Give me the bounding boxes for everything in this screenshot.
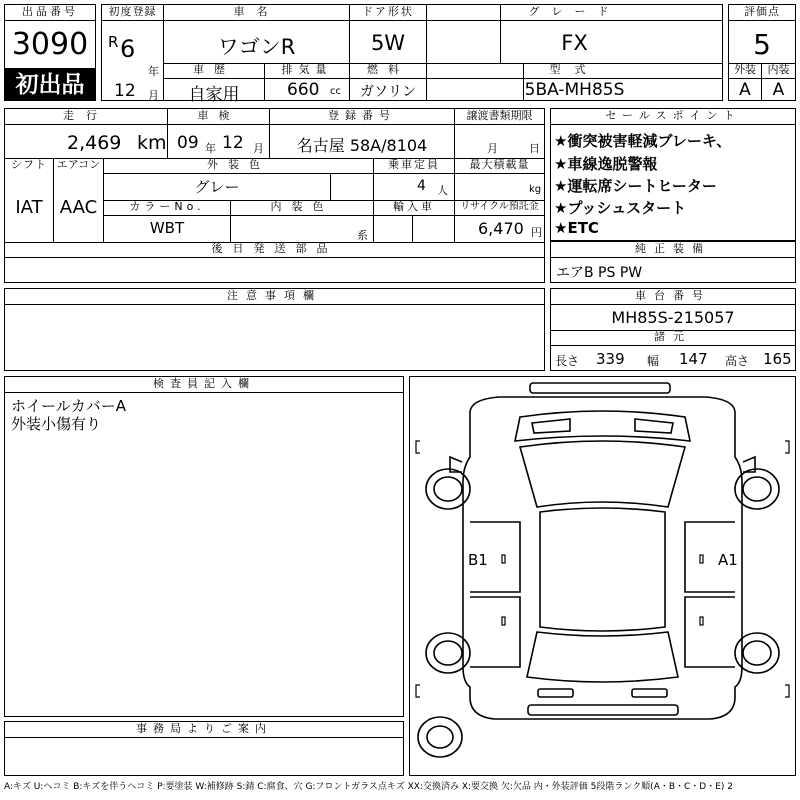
inspector-box (4, 376, 404, 717)
displacement-label: 排気量 (281, 63, 333, 76)
width-value: 147 (679, 350, 708, 368)
sales-point-item: ★衝突被害軽減ブレーキ、 (554, 132, 732, 150)
door-label: ドア形状 (362, 5, 414, 18)
first-listing-badge: 初出品 (5, 69, 95, 101)
grade-label: グレード (528, 5, 621, 18)
height-label: 高さ (725, 354, 750, 368)
score: 5 (753, 28, 771, 61)
int-grade: A (772, 80, 785, 100)
inspection-month: 12 (222, 133, 244, 153)
capacity-unit: 人 (437, 184, 448, 197)
mileage: 2,469 (67, 132, 122, 154)
sales-point-item: ★ETC (554, 219, 599, 237)
sales-points-box (550, 108, 796, 241)
ext-label: 外装 (734, 63, 756, 76)
equipment-label: 純正装備 (635, 242, 711, 255)
ext-grade: A (739, 80, 751, 100)
car-name: ワゴンR (217, 35, 296, 59)
history-label: 車歴 (193, 63, 235, 76)
era: R (108, 33, 119, 51)
exterior-color: グレー (194, 178, 240, 196)
shift: IAT (15, 197, 43, 218)
capacity-label: 乗車定員 (388, 158, 440, 171)
length-label: 長さ (555, 354, 580, 368)
fuel: ガソリン (360, 84, 416, 100)
sales-points-label: セールスポイント (605, 109, 741, 122)
lot-box (4, 4, 96, 101)
damage-mark: B1 (468, 551, 488, 569)
car-diagram (410, 377, 795, 775)
inspector-line: ホイールカバーA (11, 397, 126, 415)
import-label: 輸入車 (393, 200, 435, 213)
chassis-box (550, 288, 796, 371)
equipment-box (550, 241, 796, 283)
reg-year-unit: 年 (148, 65, 159, 78)
transfer-month-unit: 月 (487, 142, 498, 155)
score-label: 評価点 (744, 5, 780, 18)
inspection-label: 車検 (197, 109, 240, 122)
shift-label: シフト (11, 158, 47, 171)
reg-no-label: 登録番号 (328, 109, 396, 122)
max-load-label: 最大積載量 (469, 158, 530, 171)
inspection-year: 09 (177, 133, 199, 153)
sales-point-item: ★車線逸脱警報 (554, 155, 658, 173)
header-box (101, 4, 723, 105)
car-name-label: 車名 (233, 5, 280, 18)
max-load-unit: kg (529, 184, 542, 195)
ac: AAC (59, 197, 98, 218)
displacement-unit: cc (330, 86, 341, 97)
int-label: 内装 (767, 63, 790, 76)
interior-color-label: 内装色 (270, 200, 334, 213)
reg-month-unit: 月 (148, 89, 159, 102)
equipment-value: エアB PS PW (556, 265, 643, 281)
sales-point-item: ★運転席シートヒーター (554, 177, 717, 195)
ac-label: エアコン (56, 158, 101, 171)
color-no-label: カラーNo. (129, 200, 205, 213)
office-box (4, 721, 404, 776)
lot-label: 出品番号 (22, 5, 78, 18)
sales-point-item: ★プッシュスタート (554, 199, 687, 217)
inspector-line: 外装小傷有り (11, 415, 102, 433)
office-label: 事務局よりご案内 (136, 722, 272, 735)
notes-label: 注意事項欄 (227, 289, 322, 302)
car-diagram-box (409, 376, 796, 776)
height-value: 165 (763, 350, 792, 368)
reg-no: 名古屋 58A/8104 (296, 136, 428, 155)
inspection-month-unit: 月 (253, 142, 264, 155)
exterior-color-label: 外装色 (207, 158, 270, 171)
fuel-label: 燃料 (367, 63, 409, 76)
later-parts-label: 後日発送部品 (211, 242, 338, 255)
capacity: 4 (417, 178, 426, 194)
transfer-label: 譲渡書類期限 (466, 109, 533, 122)
history: 自家用 (188, 85, 240, 105)
interior-color-unit: 系 (357, 229, 368, 242)
info-box (4, 108, 545, 283)
inspection-year-unit: 年 (205, 142, 216, 155)
mileage-unit: km (137, 132, 167, 154)
mileage-label: 走行 (63, 109, 109, 122)
model-label: 型式 (549, 63, 600, 76)
first-reg-label: 初度登録 (108, 5, 157, 18)
dims-label: 諸元 (654, 330, 692, 343)
recycle-unit: 円 (531, 226, 542, 239)
recycle-label: リサイクル預託金 (460, 201, 539, 212)
transfer-day-unit: 日 (529, 142, 540, 155)
legend: A:キズ U:ヘコミ B:キズを伴うヘコミ P:要塗装 W:補修跡 S:錆 C:腐食、穴 G:フロントガラス点キズ XX:交換済み X:要交換 欠:欠品 内・外装評価 5段階ランク順(A・B・C・D・E) 2 (4, 782, 734, 792)
inspector-label: 検査員記入欄 (153, 377, 255, 390)
length-value: 339 (596, 350, 625, 368)
width-label: 幅 (647, 354, 660, 368)
displacement: 660 (287, 80, 320, 100)
chassis-label: 車台番号 (635, 289, 711, 302)
notes-box (4, 288, 545, 371)
chassis-number: MH85S-215057 (611, 308, 735, 327)
reg-year: 6 (120, 35, 136, 63)
score-box (728, 4, 796, 101)
door-type: 5W (370, 31, 406, 55)
lot-number: 3090 (11, 27, 89, 62)
recycle-amount: 6,470 (478, 219, 524, 238)
damage-mark: A1 (718, 551, 738, 569)
reg-month: 12 (114, 81, 136, 101)
color-no: WBT (149, 219, 185, 237)
grade: FX (561, 31, 588, 55)
model-code: 5BA-MH85S (524, 80, 625, 100)
